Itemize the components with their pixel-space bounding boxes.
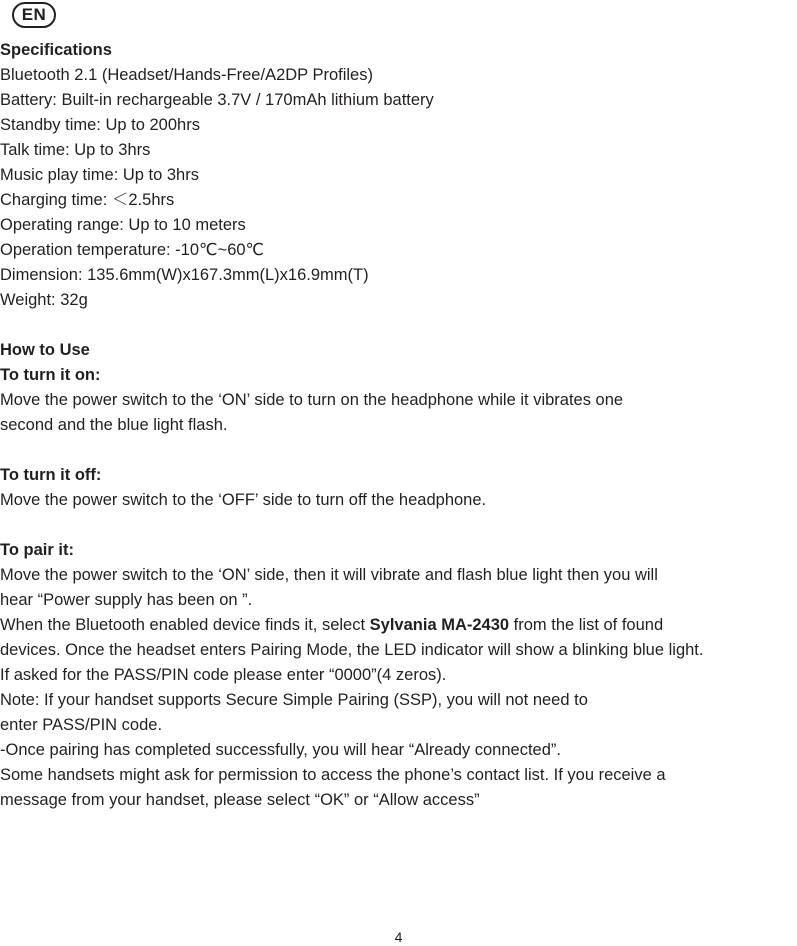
pair-text-pre: When the Bluetooth enabled device finds it, select (0, 616, 370, 634)
spec-battery: Battery: Built-in rechargeable 3.7V / 170mAh lithium battery (0, 91, 434, 109)
pair-text: Note: If your handset supports Secure Simple Pairing (SSP), you will not need to (0, 691, 588, 709)
pair-text: devices. Once the headset enters Pairing Mode, the LED indicator will show a blinking blue light. (0, 641, 704, 659)
spec-music-play-time: Music play time: Up to 3hrs (0, 166, 199, 184)
spec-standby-time: Standby time: Up to 200hrs (0, 116, 200, 134)
pair-heading: To pair it: (0, 541, 74, 559)
turn-off-text: Move the power switch to the ‘OFF’ side to turn off the headphone. (0, 491, 487, 509)
turn-off-heading: To turn it off: (0, 466, 102, 484)
device-name: Sylvania MA-2430 (369, 616, 510, 634)
spec-talk-time: Talk time: Up to 3hrs (0, 141, 151, 159)
page-number: 4 (394, 929, 403, 945)
language-badge: EN (12, 2, 56, 28)
pair-text: enter PASS/PIN code. (0, 716, 163, 734)
spec-dimension: Dimension: 135.6mm(W)x167.3mm(L)x16.9mm(T) (0, 266, 369, 284)
spec-operation-temperature: Operation temperature: -10℃~60℃ (0, 241, 265, 259)
pair-text: message from your handset, please select “OK” or “Allow access” (0, 791, 480, 809)
spec-charging-time: Charging time: ＜2.5hrs (0, 191, 175, 209)
spec-operating-range: Operating range: Up to 10 meters (0, 216, 246, 234)
turn-on-text: second and the blue light flash. (0, 416, 228, 434)
pair-text-select-device (0, 613, 797, 638)
turn-on-text: Move the power switch to the ‘ON’ side to turn on the headphone while it vibrates one (0, 391, 624, 409)
pair-text: -Once pairing has completed successfully, you will hear “Already connected”. (0, 741, 561, 759)
turn-on-heading: To turn it on: (0, 366, 101, 384)
pair-text-post: from the list of found (509, 616, 664, 634)
manual-content (0, 38, 797, 813)
pair-text: hear “Power supply has been on ”. (0, 591, 253, 609)
spec-weight: Weight: 32g (0, 291, 88, 309)
how-to-use-heading: How to Use (0, 341, 90, 359)
spec-bluetooth: Bluetooth 2.1 (Headset/Hands-Free/A2DP Profiles) (0, 66, 373, 84)
pair-text: If asked for the PASS/PIN code please enter “0000”(4 zeros). (0, 666, 447, 684)
specifications-heading: Specifications (0, 41, 112, 59)
pair-text: Move the power switch to the ‘ON’ side, then it will vibrate and flash blue light then you will (0, 566, 658, 584)
pair-text: Some handsets might ask for permission to access the phone’s contact list. If you receive a (0, 766, 666, 784)
